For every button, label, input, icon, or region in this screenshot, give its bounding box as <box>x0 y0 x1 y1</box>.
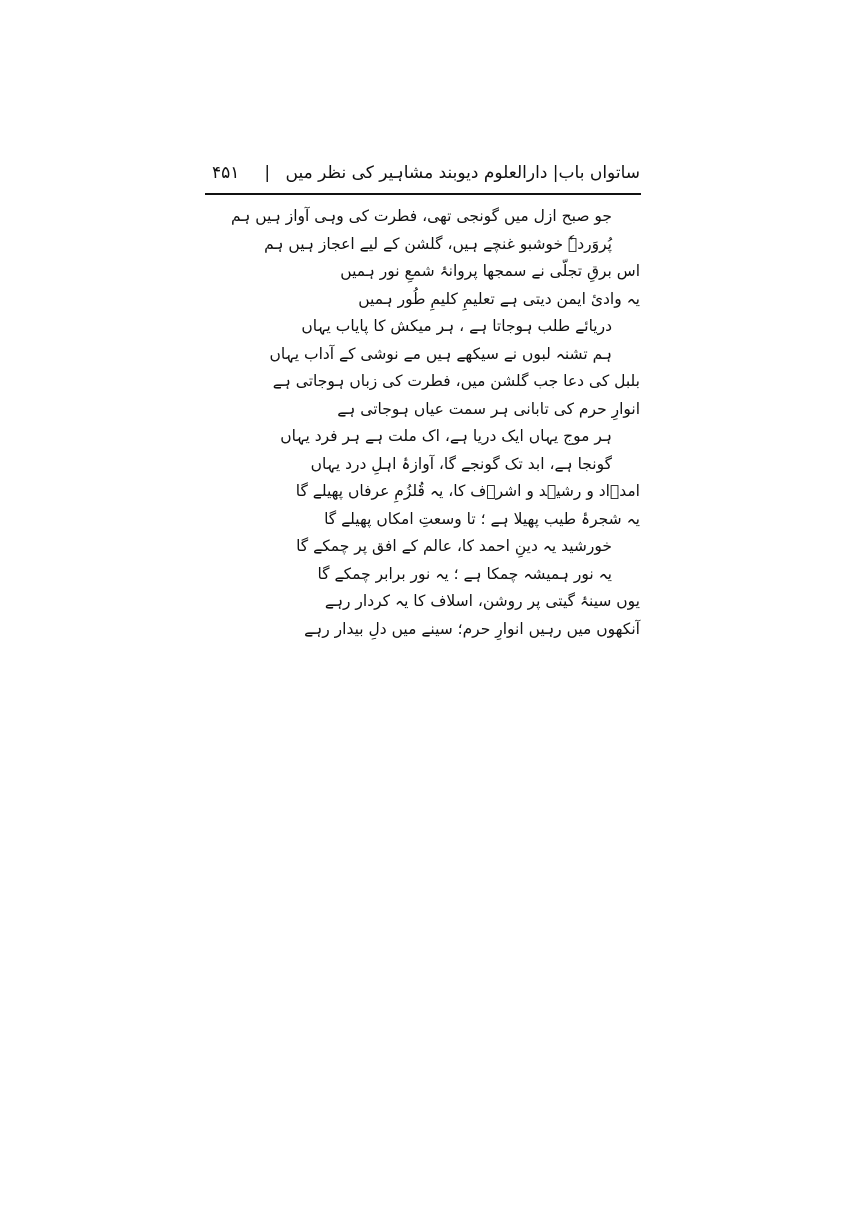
verse-line: ہم تشنہ لبوں نے سیکھے ہیں مے نوشی کے آداب یہاں <box>269 344 612 363</box>
verse-line: آنکھوں میں رہیں انوارِ حرم؛ سینے میں دلِ بیدار رہے <box>304 619 640 638</box>
stanza <box>200 588 640 643</box>
verse-line: بلبل کی دعا جب گلشن میں، فطرت کی زباں ہوجاتی ہے <box>272 372 640 390</box>
stanza <box>200 478 640 533</box>
page-number: ۴۵۱ <box>212 163 240 183</box>
verse-line: خورشید یہ دینِ احمد کا، عالم کے افق پر چمکے گا <box>296 537 612 555</box>
header-separator: | <box>264 163 271 183</box>
stanza <box>200 533 640 588</box>
verse-line: گونجا ہے، ابد تک گونجے گا، آوازۂ اہلِ درد یہاں <box>310 454 612 473</box>
stanza <box>200 423 640 478</box>
verse-line: یہ وادیٔ ایمن دیتی ہے تعلیمِ کلیمِ طُور ہمیں <box>358 289 640 308</box>
header-rule <box>205 193 641 195</box>
stanza <box>200 203 640 258</box>
running-head <box>206 158 640 188</box>
verse-line: جو صبح ازل میں گونجی تھی، فطرت کی وہی آواز ہیں ہم <box>230 207 612 225</box>
verse-line: امدؔاد و رشیؔد و اشرؔف کا، یہ قُلزُمِ عرفاں پھیلے گا <box>295 482 640 500</box>
verse-line: انوارِ حرم کی تابانی ہر سمت عیاں ہوجاتی ہے <box>337 399 640 418</box>
verse-line: پُروَردہٗ خوشبو غنچے ہیں، گلشن کے لیے اعجاز ہیں ہم <box>264 234 612 253</box>
stanza <box>200 368 640 423</box>
verse-line: یہ شجرۂ طیب پھیلا ہے ؛ تا وسعتِ امکاں پھیلے گا <box>324 509 640 528</box>
verse-line: دریائے طلب ہوجاتا ہے ، ہر میکش کا پایاب یہاں <box>301 317 612 335</box>
stanza <box>200 313 640 368</box>
poem <box>200 203 640 643</box>
stanza <box>200 258 640 313</box>
verse-line: اس برقِ تجلّی نے سمجھا پروانۂ شمعِ نور ہمیں <box>340 262 640 280</box>
chapter-title: ساتواں باب| دارالعلوم دیوبند مشاہیر کی نظر میں <box>285 163 640 183</box>
verse-line: ہر موج یہاں ایک دریا ہے، اک ملت ہے ہر فرد یہاں <box>280 427 612 445</box>
verse-line: یوں سینۂ گیتی پر روشن، اسلاف کا یہ کردار رہے <box>324 592 640 610</box>
verse-line: یہ نور ہمیشہ چمکا ہے ؛ یہ نور برابر چمکے گا <box>317 564 612 583</box>
